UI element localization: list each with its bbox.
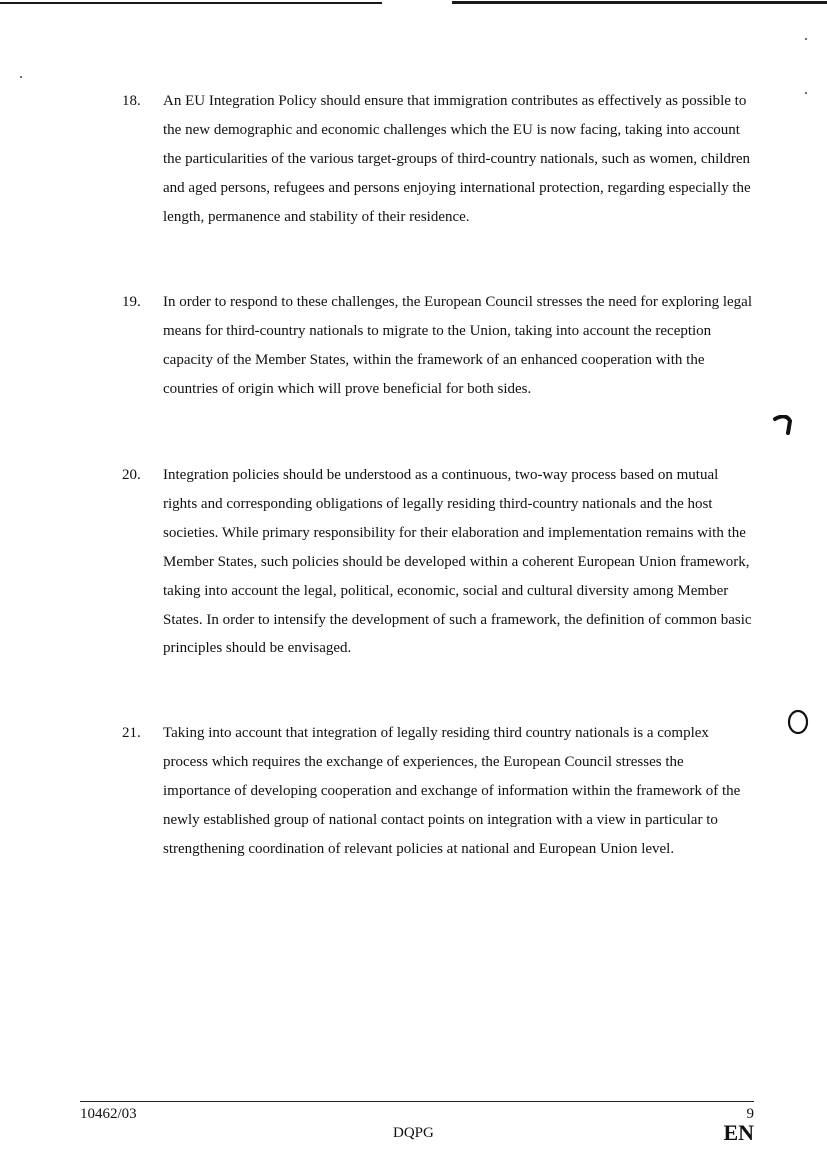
paragraph-number: 21.: [122, 725, 141, 741]
paragraph-number: 18.: [122, 93, 141, 109]
paragraph-20: [122, 461, 762, 663]
hole-punch-hook-mark: [772, 415, 802, 435]
top-rule-right: [452, 1, 827, 4]
paragraph-21: [122, 719, 762, 864]
hole-punch-ring-mark: [786, 708, 810, 736]
scan-speck: [20, 76, 22, 78]
paragraph-number: 19.: [122, 294, 141, 310]
paragraph-number: 20.: [122, 467, 141, 483]
paragraph-19: [122, 288, 762, 404]
top-rule-left: [0, 2, 382, 4]
paragraph-18: [122, 87, 762, 232]
paragraph-text: Integration policies should be understood as a continuous, two-way process based on mutual rights and corresponding obligations of legally residing third-country nationals and the host societies. While primary responsibility for their elaboration and implementation remains with the Member States, such policies should be developed within a coherent European Union framework, taking into account the legal, political, economic, social and cultural diversity among Member States. In order to intensify the development of such a framework, the definition of common basic principles should be envisaged.: [163, 467, 752, 657]
paragraph-text: In order to respond to these challenges, the European Council stresses the need for exploring legal means for third-country nationals to migrate to the Union, taking into account the reception capacity of the Member States, within the framework of an enhanced cooperation with the countries of origin which will prove beneficial for both sides.: [163, 294, 752, 397]
paragraph-text: Taking into account that integration of legally residing third country nationals is a complex process which requires the exchange of experiences, the European Council stresses the importance of developing cooperation and exchange of information within the framework of the newly established group of national contact points on integration with a view in particular to strengthening coordination of relevant policies at national and European Union level.: [163, 725, 741, 857]
language-code: EN: [723, 1120, 754, 1145]
scan-speck: [805, 38, 807, 40]
document-reference: 10462/03: [80, 1106, 137, 1122]
footer-rule: [80, 1101, 754, 1102]
department-code: DQPG: [393, 1125, 434, 1141]
scan-speck: [805, 92, 807, 94]
page-number: 9: [746, 1106, 754, 1122]
paragraph-text: An EU Integration Policy should ensure that immigration contributes as effectively as possible to the new demographic and economic challenges which the EU is now facing, taking into account the particularities of the various target-groups of third-country nationals, such as women, children and aged persons, refugees and persons enjoying international protection, regarding especially the length, permanence and stability of their residence.: [163, 93, 751, 225]
